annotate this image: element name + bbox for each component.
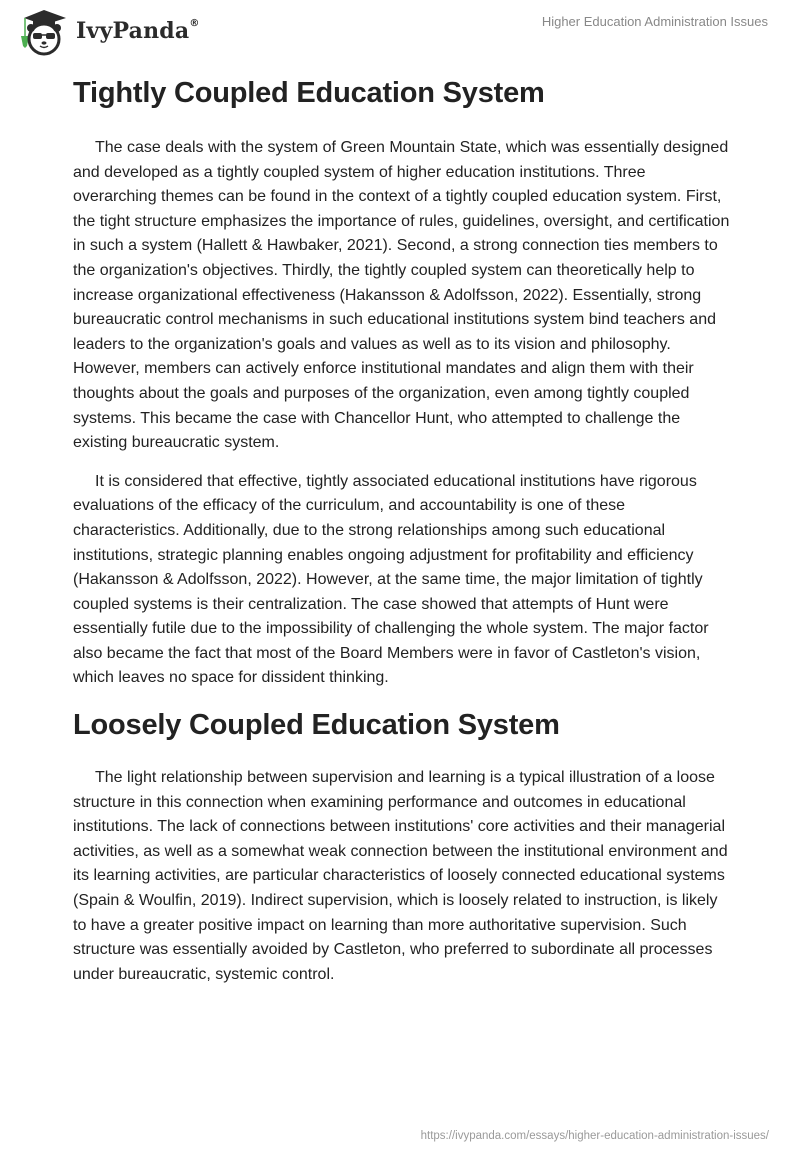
paragraph: It is considered that effective, tightly associated educational institutions have rigorous evaluations of the efficacy of the curriculum, and accountability is one of these characteristics. Additionally, due to the strong relationships among such educational institutions, strategic planning enables ongoing adjustment for profitability and efficiency (Hakansson & Adolfsson, 2022). However, at the same time, the major limitation of tightly coupled systems is their centralization. The case showed that attempts of Hunt were essentially futile due to the impossibility of challenging the whole system. The major factor also became the fact that most of the Board Members were in favor of Castleton's vision, which leaves no space for dissident thinking.	[73, 472, 709, 687]
paragraph: The case deals with the system of Green Mountain State, which was essentially designed and developed as a tightly coupled system of higher education institutions. Three overarching themes can be found in the context of a tightly coupled education system. First, the tight structure emphasizes the importance of rules, guidelines, oversight, and certification in such a system (Hallett & Hawbaker, 2021). Second, a strong connection ties members to the organization's objectives. Thirdly, the tightly coupled system can theoretically help to increase organizational effectiveness (Hakansson & Adolfsson, 2022). Essentially, strong bureaucratic control mechanisms in such educational institutions system bind teachers and leaders to the organization's goals and values as well as to its vision and philosophy. However, members can actively enforce institutional mandates and align them with their thoughts about the goals and purposes of the organization, even among tightly coupled systems. This became the case with Chancellor Hunt, who attempted to challenge the existing bureaucratic system.	[73, 139, 730, 452]
document-title: Higher Education Administration Issues	[541, 14, 768, 29]
section-heading-tightly-coupled: Tightly Coupled Education System	[73, 77, 545, 109]
source-url[interactable]: https://ivypanda.com/essays/higher-education-administration-issues/	[420, 1130, 769, 1142]
ivypanda-logo[interactable]	[16, 6, 200, 56]
panda-graduate-icon	[16, 6, 72, 56]
essay-content	[73, 70, 733, 987]
page-header	[0, 0, 800, 60]
logo-wordmark: IvyPanda®	[76, 17, 200, 44]
paragraph: The light relationship between supervision and learning is a typical illustration of a loose structure in this connection when examining performance and outcomes in educational institutions. The lack of connections between institutions' core activities and their managerial activities, as well as a somewhat weak connection between the institutional environment and its learning activities, are particular characteristics of loosely connected educational systems (Spain & Woulfin, 2019). Indirect supervision, which is loosely related to instruction, is likely to have a greater positive impact on learning than more authoritative supervision. Such structure was essentially avoided by Castleton, who preferred to subordinate all processes under bureaucratic, systemic control.	[73, 769, 728, 983]
section-heading-loosely-coupled: Loosely Coupled Education System	[73, 709, 560, 742]
